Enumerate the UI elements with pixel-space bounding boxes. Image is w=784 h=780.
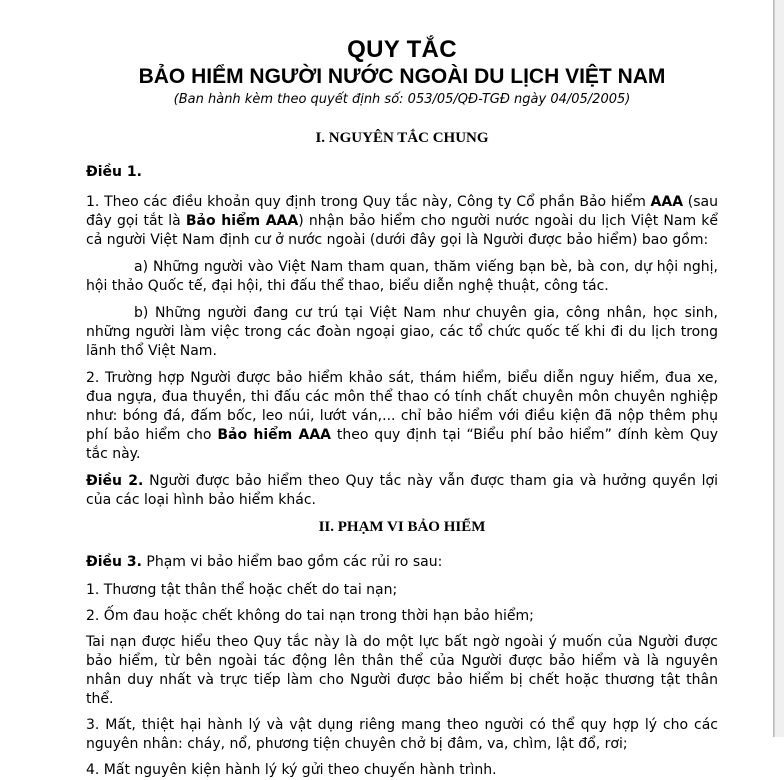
article-3-item-4: 4. Mất nguyên kiện hành lý ký gửi theo chuyến hành trình.: [86, 762, 497, 778]
article-3-item-2: 2. Ốm đau hoặc chết không do tai nạn trong thời hạn bảo hiểm;: [86, 608, 534, 624]
decision-reference: (Ban hành kèm theo quyết định số: 053/05/QĐ-TGĐ ngày 04/05/2005): [173, 92, 631, 107]
article-1-item-b: b) Những người đang cư trú tại Việt Nam như chuyên gia, công nhân, học sinh, những người làm việc trong các đoàn ngoại giao, các tổ chức quốc tế khi đi du lịch trong lãnh thổ Việt Nam.: [86, 305, 718, 359]
vertical-scrollbar[interactable]: [774, 0, 784, 737]
article-3-item-1: 1. Thương tật thân thể hoặc chết do tai nạn;: [86, 582, 398, 598]
article-1-heading: Điều 1.: [86, 164, 142, 180]
article-1-clause-2: 2. Trường hợp Người được bảo hiểm khảo sát, thám hiểm, biểu diễn nguy hiểm, đua xe, đua ngựa, đua thuyền, thi đấu các môn thể thao có tính chất chuyên môn chuyên nghiệp như: bóng đá, đấm bốc, leo núi, lướt ván,... chỉ bảo hiểm với điều kiện đã nộp thêm phụ phí bảo hiểm cho Bảo hiểm AAA theo quy định tại “Biểu phí bảo hiểm” đính kèm Quy tắc này.: [86, 370, 718, 462]
section-heading-1: I. NGUYÊN TẮC CHUNG: [315, 130, 489, 146]
section-heading-2: II. PHẠM VI BẢO HIỂM: [318, 519, 486, 535]
accident-definition: Tai nạn được hiểu theo Quy tắc này là do một lực bất ngờ ngoài ý muốn của Người được bảo hiểm, từ bên ngoài tác động lên thân thể của Người được bảo hiểm và là nguyên nhân duy nhất và trực tiếp làm cho Người được bảo hiểm bị chết hoặc thương tật thân thể.: [86, 634, 718, 707]
doc-subtitle: BẢO HIỂM NGƯỜI NƯỚC NGOÀI DU LỊCH VIỆT NAM: [138, 65, 666, 88]
doc-title: QUY TẮC: [347, 36, 457, 63]
article-2: Điều 2. Người được bảo hiểm theo Quy tắc này vẫn được tham gia và hưởng quyền lợi của các loại hình bảo hiểm khác.: [86, 473, 718, 508]
article-1-clause-1: 1. Theo các điều khoản quy định trong Quy tắc này, Công ty Cổ phần Bảo hiểm AAA (sau đây gọi tắt là Bảo hiểm AAA) nhận bảo hiểm cho người nước ngoài du lịch Việt Nam kể cả người Việt Nam định cư ở nước ngoài (dưới đây gọi là Người được bảo hiểm) bao gồm:: [86, 194, 719, 248]
article-3: Điều 3. Phạm vi bảo hiểm bao gồm các rủi ro sau:: [86, 554, 443, 570]
article-1-item-a: a) Những người vào Việt Nam tham quan, thăm viếng bạn bè, bà con, dự hội nghị, hội thảo Quốc tế, đại hội, thi đấu thể thao, biểu diễn nghệ thuật, công tác.: [86, 259, 718, 294]
document-body: [86, 0, 718, 780]
article-3-item-3: 3. Mất, thiệt hại hành lý và vật dụng riêng mang theo người có thể quy hợp lý cho các nguyên nhân: cháy, nổ, phương tiện chuyên chở bị đâm, va, chìm, lật đổ, rơi;: [86, 717, 718, 752]
